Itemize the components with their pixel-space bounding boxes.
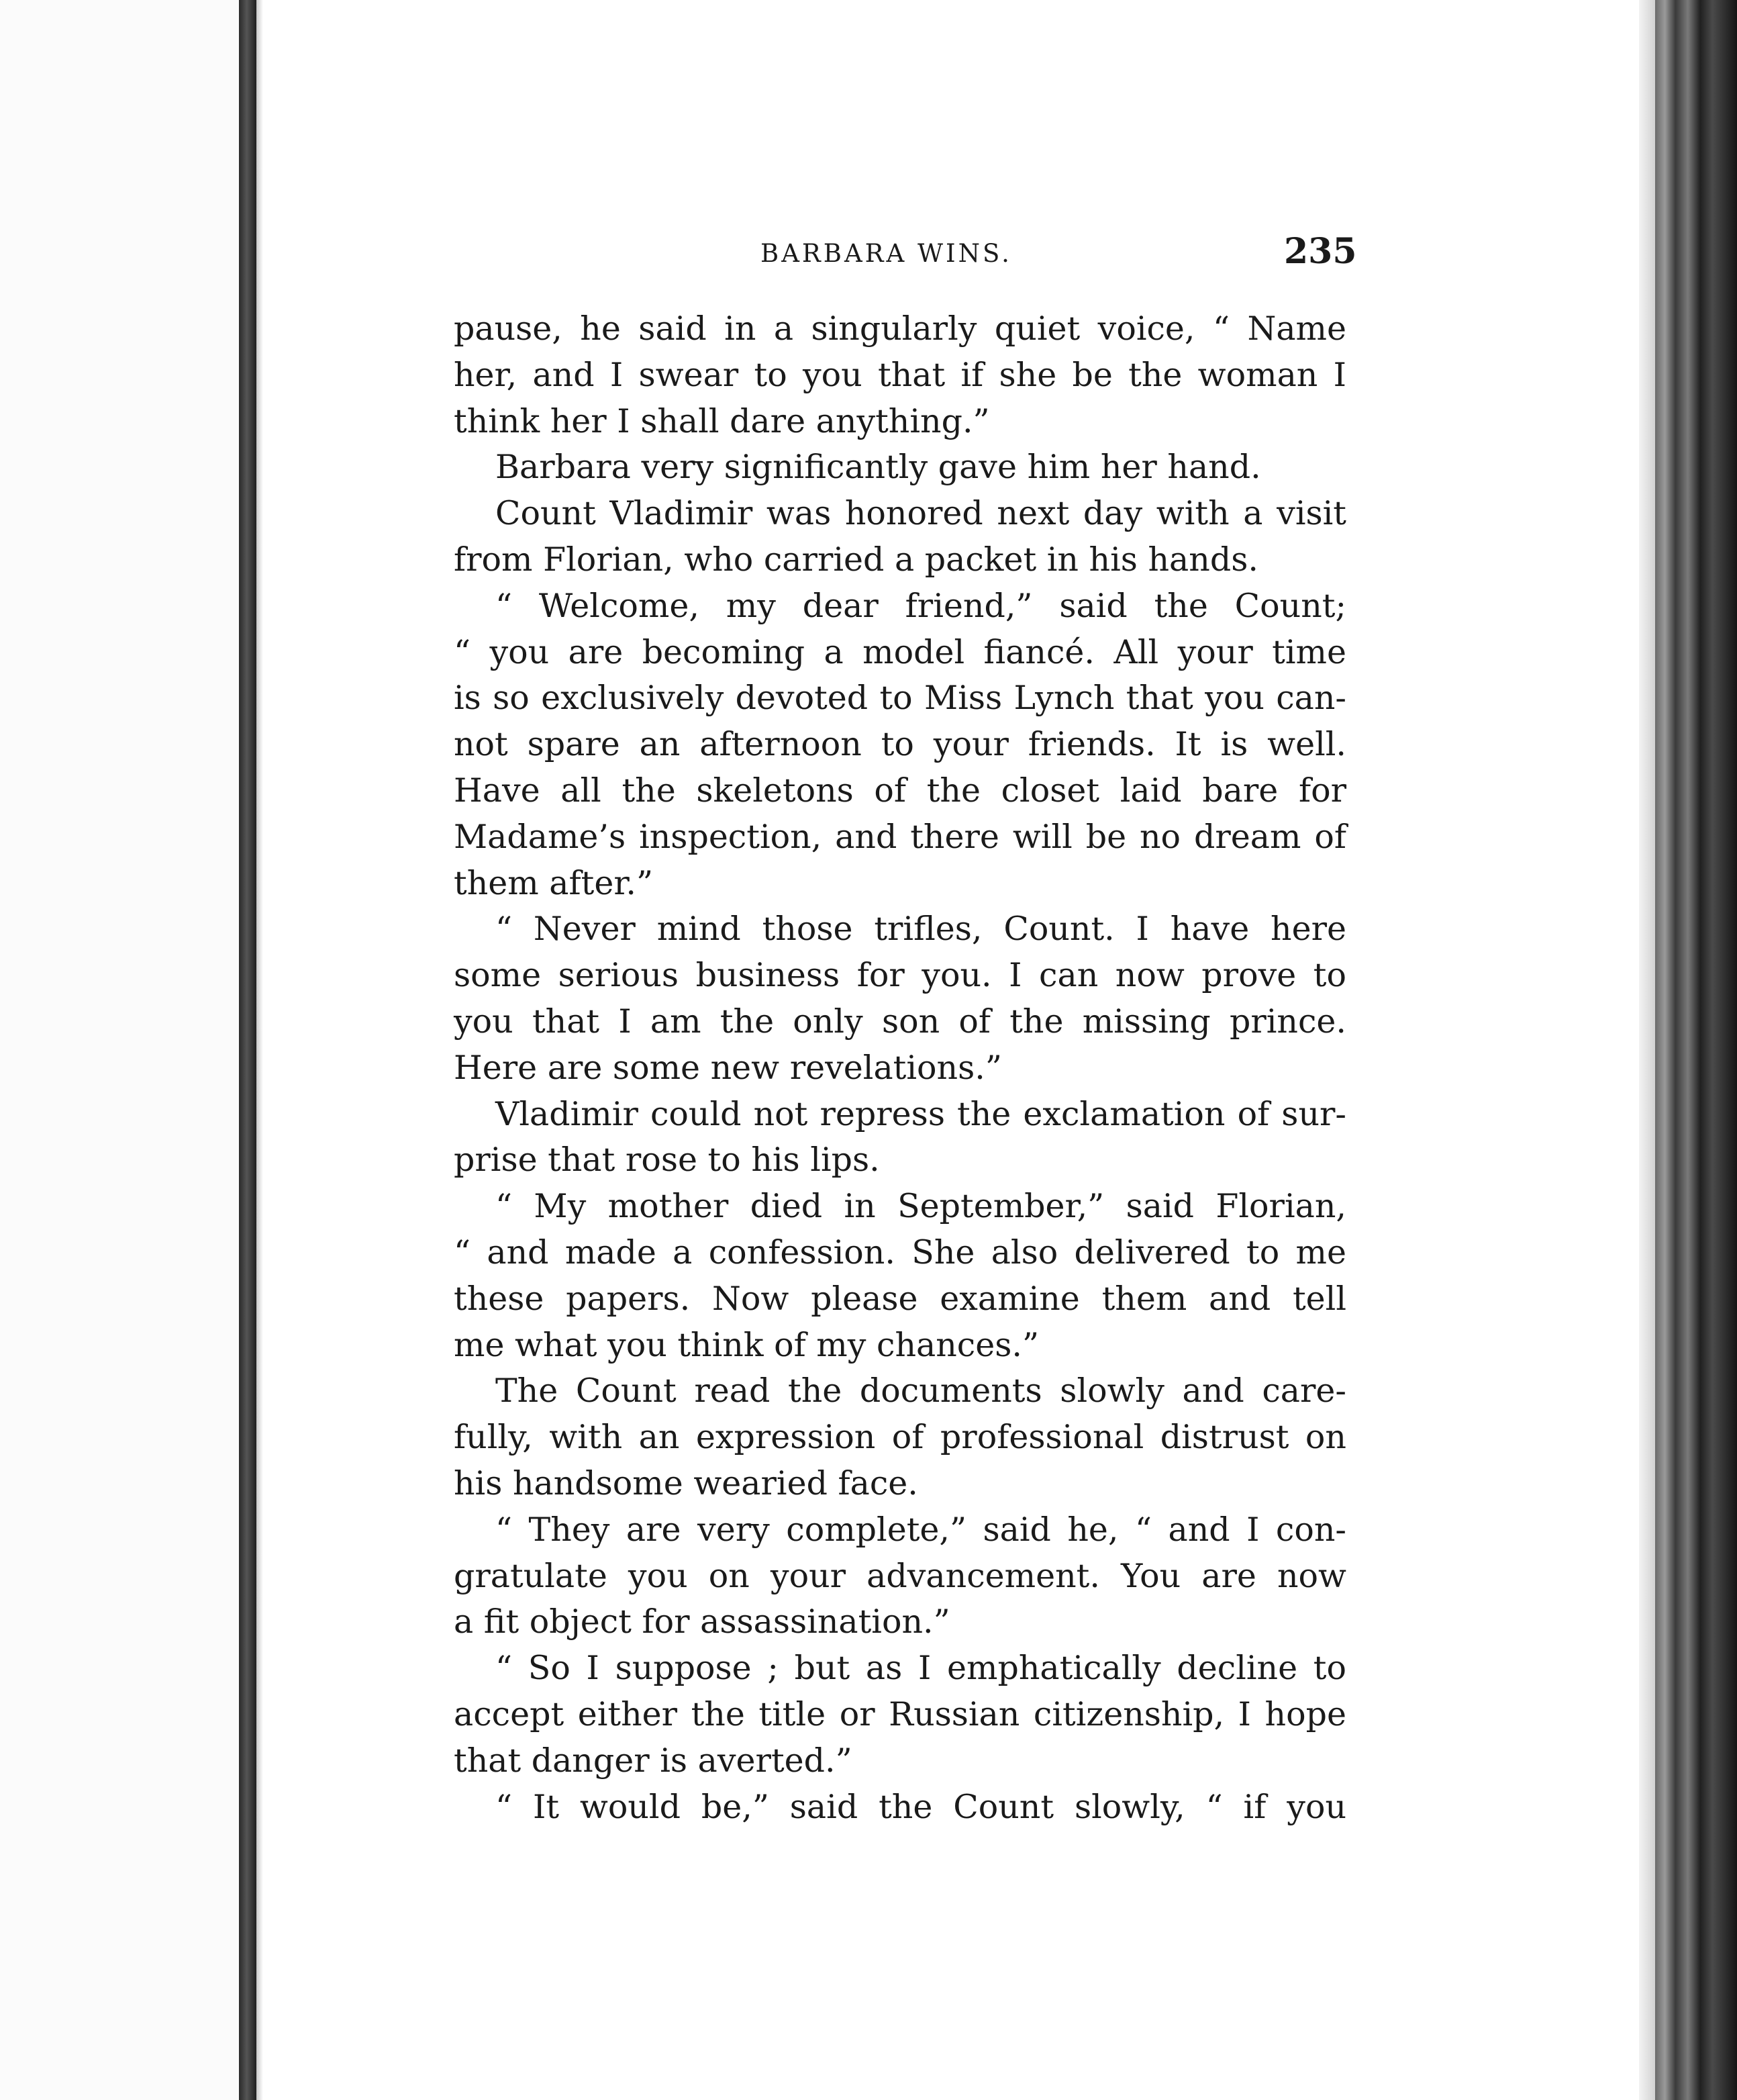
text-line: fully, with an expression of professional distrust on — [454, 1418, 1346, 1457]
running-head: BARBARA WINS. — [760, 239, 1012, 268]
text-line: The Count read the documents slowly and care- — [495, 1372, 1346, 1411]
text-line: Madame’s inspection, and there will be no dream of — [454, 817, 1346, 856]
text-line: “ Welcome, my dear friend,” said the Count; — [495, 586, 1346, 625]
text-line: that danger is averted.” — [454, 1741, 852, 1780]
text-line: you that I am the only son of the missing prince. — [454, 1002, 1346, 1041]
text-line: “ Never mind those trifles, Count. I have here — [495, 910, 1346, 949]
text-line: “ They are very complete,” said he, “ and I con- — [495, 1510, 1346, 1549]
text-line: me what you think of my chances.” — [454, 1325, 1039, 1364]
gutter-shadow — [256, 0, 263, 2100]
text-line: from Florian, who carried a packet in his hands. — [454, 540, 1258, 579]
text-line: his handsome wearied face. — [454, 1464, 918, 1502]
previous-page-edge — [0, 0, 250, 2100]
text-line: not spare an afternoon to your friends. It is well. — [454, 725, 1346, 764]
text-line: pause, he said in a singularly quiet voice, “ Name — [454, 309, 1346, 348]
text-line: is so exclusively devoted to Miss Lynch that you can- — [454, 679, 1346, 718]
text-line: gratulate you on your advancement. You are now — [454, 1556, 1346, 1595]
page-number: 235 — [1284, 231, 1357, 272]
text-line: Count Vladimir was honored next day with a visit — [495, 494, 1346, 533]
text-line: these papers. Now please examine them and tell — [454, 1279, 1346, 1318]
text-line: Barbara very significantly gave him her hand. — [495, 448, 1261, 487]
text-line: Have all the skeletons of the closet laid bare for — [454, 771, 1346, 810]
book-binding — [1655, 0, 1737, 2100]
body-text — [454, 306, 1346, 1830]
text-line: “ you are becoming a model fiancé. All your time — [454, 632, 1346, 671]
text-line: “ It would be,” said the Count slowly, “ if you — [495, 1787, 1346, 1826]
text-line: Here are some new revelations.” — [454, 1048, 1002, 1087]
text-line: “ So I suppose ; but as I emphatically decline to — [495, 1649, 1346, 1688]
page-edge — [1639, 0, 1655, 2100]
text-line: “ My mother died in September,” said Florian, — [495, 1187, 1346, 1226]
text-line: Vladimir could not repress the exclamation of sur- — [495, 1094, 1346, 1133]
text-line: them after.” — [454, 863, 653, 902]
text-line: her, and I swear to you that if she be the woman I — [454, 355, 1346, 394]
text-line: “ and made a confession. She also delivered to me — [454, 1233, 1346, 1272]
text-line: a fit object for assassination.” — [454, 1603, 950, 1641]
text-line: prise that rose to his lips. — [454, 1141, 880, 1180]
text-line: think her I shall dare anything.” — [454, 401, 990, 440]
book-gutter — [239, 0, 256, 2100]
text-line: accept either the title or Russian citizenship, I hope — [454, 1695, 1346, 1733]
text-line: some serious business for you. I can now prove to — [454, 956, 1346, 995]
